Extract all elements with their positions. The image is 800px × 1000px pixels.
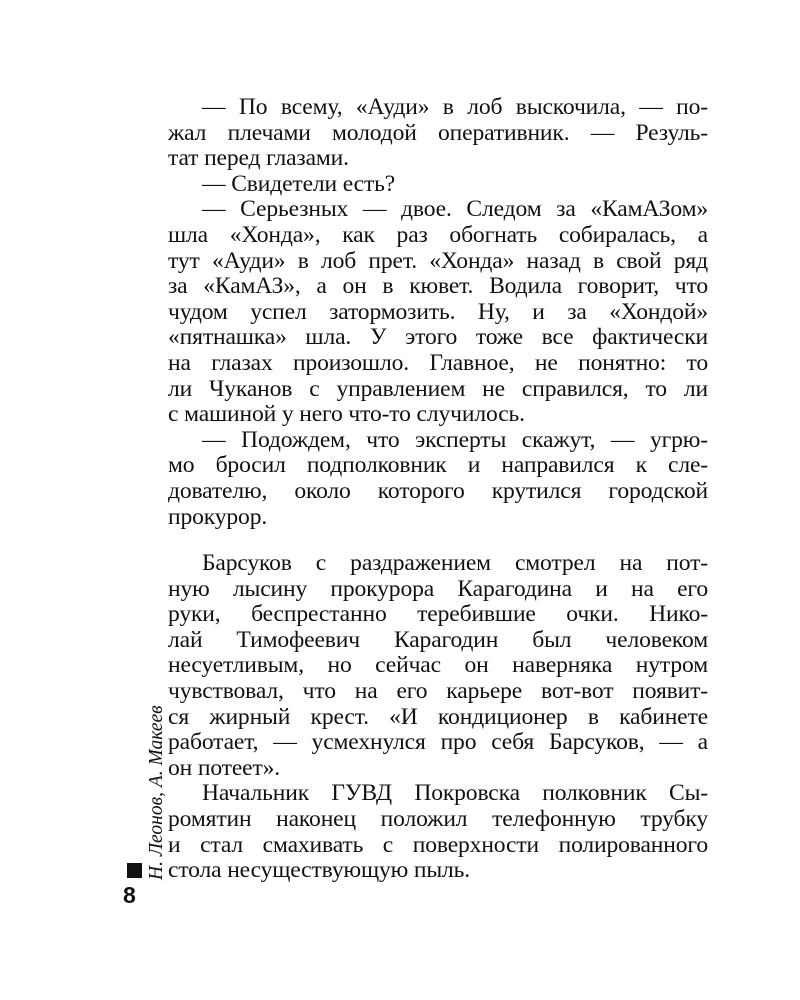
text-line: «пятнашка» шла. У этого тоже все фактически [168,324,708,351]
text-block-1 [168,95,708,530]
running-head-authors: Н. Леонов, А. Макеев [146,705,167,880]
text-line: лай Тимофеевич Карагодин был человеком [168,626,708,653]
text-line: руки, беспрестанно теребившие очки. Нико- [168,601,708,628]
text-line: жал плечами молодой оперативник. — Резуль- [168,119,708,146]
page-number: 8 [123,882,136,908]
page-marker-square [127,863,142,878]
text-line: ромятин наконец положил телефонную трубку [168,805,708,832]
text-line: за «КамАЗ», а он в кювет. Водила говорит, что [168,273,708,300]
text-line: шла «Хонда», как раз обогнать собиралась, а [168,221,708,248]
text-line: несуетливым, но сейчас он наверняка нутром [168,652,708,679]
text-line: — Серьезных — двое. Следом за «КамАЗом» [202,196,708,223]
text-line: — Подождем, что эксперты скажут, — угрю- [202,426,708,453]
text-line: Начальник ГУВД Покровска полковник Сы- [202,780,708,807]
text-line: чудом успел затормозить. Ну, и за «Хондой» [168,298,708,325]
text-line: стола несуществующую пыль. [168,857,471,884]
text-line: с машиной у него что-то случилось. [168,401,525,428]
text-line: работает, — усмехнулся про себя Барсуков, — а [168,729,708,756]
text-line: на глазах произошло. Главное, не понятно: то [168,349,708,376]
text-line: ли Чуканов с управлением не справился, то ли [168,375,708,402]
text-line: прокурор. [168,503,268,530]
text-line: ную лысину прокурора Карагодина и на его [168,575,708,602]
text-line: и стал смахивать с поверхности полированного [168,831,708,858]
text-line: Барсуков с раздражением смотрел на пот- [202,550,708,576]
text-line: — Свидетели есть? [202,170,396,197]
text-line: — По всему, «Ауди» в лоб выскочила, — по- [202,94,708,120]
text-line: ся жирный крест. «И кондиционер в кабинете [168,703,708,730]
text-line: он потеет». [168,754,281,781]
text-line: дователю, около которого крутился городской [168,477,708,504]
text-line: мо бросил подполковник и направился к сле- [168,452,708,479]
text-line: тут «Ауди» в лоб прет. «Хонда» назад в свой ряд [168,247,708,274]
text-line: чувствовал, что на его карьере вот-вот появит- [168,677,708,704]
text-line: тат перед глазами. [168,145,349,172]
text-block-2 [168,551,708,884]
